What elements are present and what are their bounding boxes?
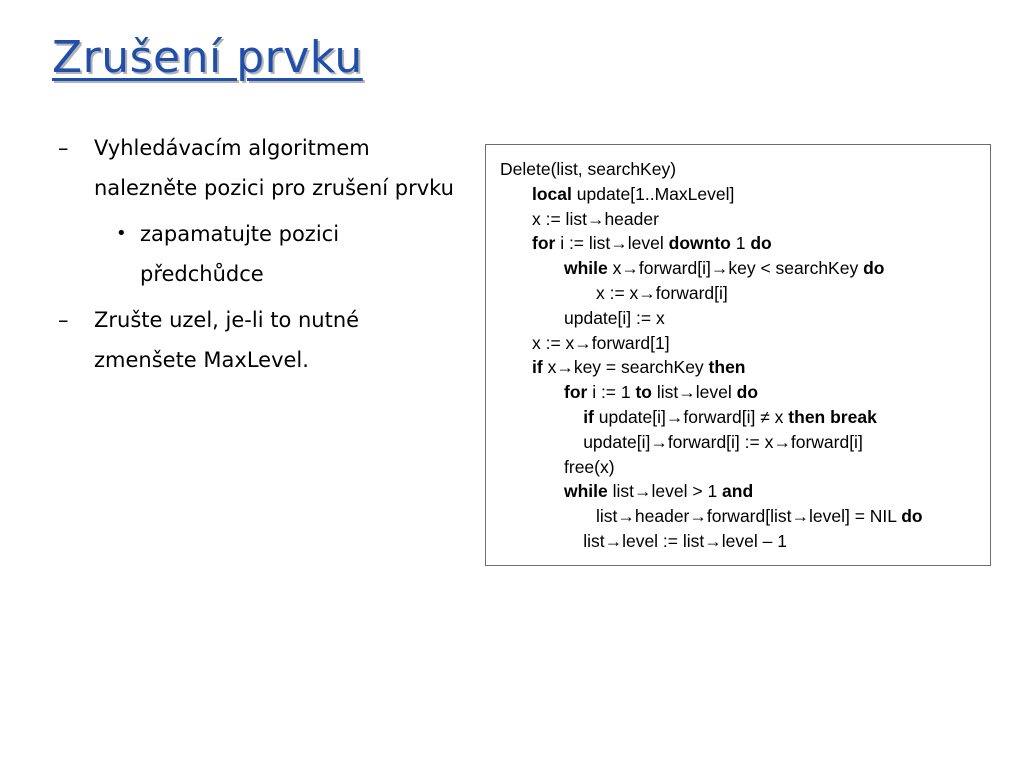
code-line	[500, 157, 923, 182]
code-text: update[i] := x	[564, 307, 665, 328]
code-text: update[i]→forward[i] := x→forward[i]	[583, 431, 863, 452]
dash-marker: –	[58, 136, 69, 160]
code-keyword: for	[532, 233, 556, 254]
code-text: i := 1	[587, 382, 636, 403]
code-line	[500, 504, 923, 529]
code-line	[500, 380, 923, 405]
code-text: x := list→header	[532, 208, 659, 229]
code-line	[500, 256, 923, 281]
code-keyword: then	[708, 357, 746, 378]
bullet-list	[58, 128, 458, 386]
code-line	[500, 331, 923, 356]
code-keyword: downto	[668, 233, 731, 254]
code-line	[500, 479, 923, 504]
sub-bullet-item	[58, 214, 458, 294]
code-text: list→header→forward[list→level] = NIL	[596, 506, 902, 527]
code-text: update[i]→forward[i] ≠ x	[593, 406, 789, 427]
code-keyword: if	[583, 406, 594, 427]
code-line	[500, 207, 923, 232]
code-line	[500, 405, 923, 430]
code-line	[500, 529, 923, 554]
code-keyword: and	[722, 481, 754, 502]
code-keyword: do	[863, 258, 885, 279]
code-keyword: for	[564, 382, 588, 403]
sub-bullet-text: zapamatujte pozici předchůdce	[140, 222, 340, 286]
code-text: list→level > 1	[607, 481, 723, 502]
code-text: Delete(list, searchKey)	[500, 159, 677, 179]
code-keyword: do	[736, 382, 759, 403]
code-text: list→level := list→level – 1	[583, 530, 787, 551]
code-text: x := x→forward[1]	[532, 332, 670, 353]
code-line	[500, 182, 923, 207]
code-text: free(x)	[564, 456, 615, 477]
code-keyword: while	[564, 258, 608, 279]
code-text: x→key = searchKey	[542, 357, 709, 378]
bullet-item	[58, 300, 458, 380]
code-line	[500, 281, 923, 306]
bullet-text: Zrušte uzel, je-li to nutné zmenšete MaxLevel.	[94, 308, 360, 372]
code-text: i := list→level	[555, 233, 669, 254]
code-keyword: local	[532, 183, 572, 204]
code-keyword: do	[750, 233, 772, 254]
pseudocode	[500, 157, 923, 554]
code-text: x := x→forward[i]	[596, 282, 728, 303]
bullet-item	[58, 128, 458, 208]
code-keyword: to	[635, 382, 653, 403]
code-keyword: then break	[788, 406, 877, 427]
code-line	[500, 355, 923, 380]
code-line	[500, 306, 923, 331]
code-text: x→forward[i]→key < searchKey	[607, 258, 864, 279]
pseudocode-box	[485, 144, 991, 566]
code-keyword: if	[532, 357, 543, 378]
bullet-text: Vyhledávacím algoritmem nalezněte pozici pro zrušení prvku	[94, 136, 454, 200]
slide-title: Zrušení prvku	[52, 32, 363, 83]
code-text: list→level	[652, 382, 737, 403]
code-text: update[1..MaxLevel]	[571, 183, 735, 204]
code-keyword: while	[564, 481, 608, 502]
code-line	[500, 455, 923, 480]
code-text: 1	[730, 233, 751, 254]
dash-marker: –	[58, 308, 69, 332]
code-line	[500, 231, 923, 256]
bullet-dot-marker: •	[116, 223, 127, 244]
code-line	[500, 430, 923, 455]
code-keyword: do	[901, 506, 923, 527]
